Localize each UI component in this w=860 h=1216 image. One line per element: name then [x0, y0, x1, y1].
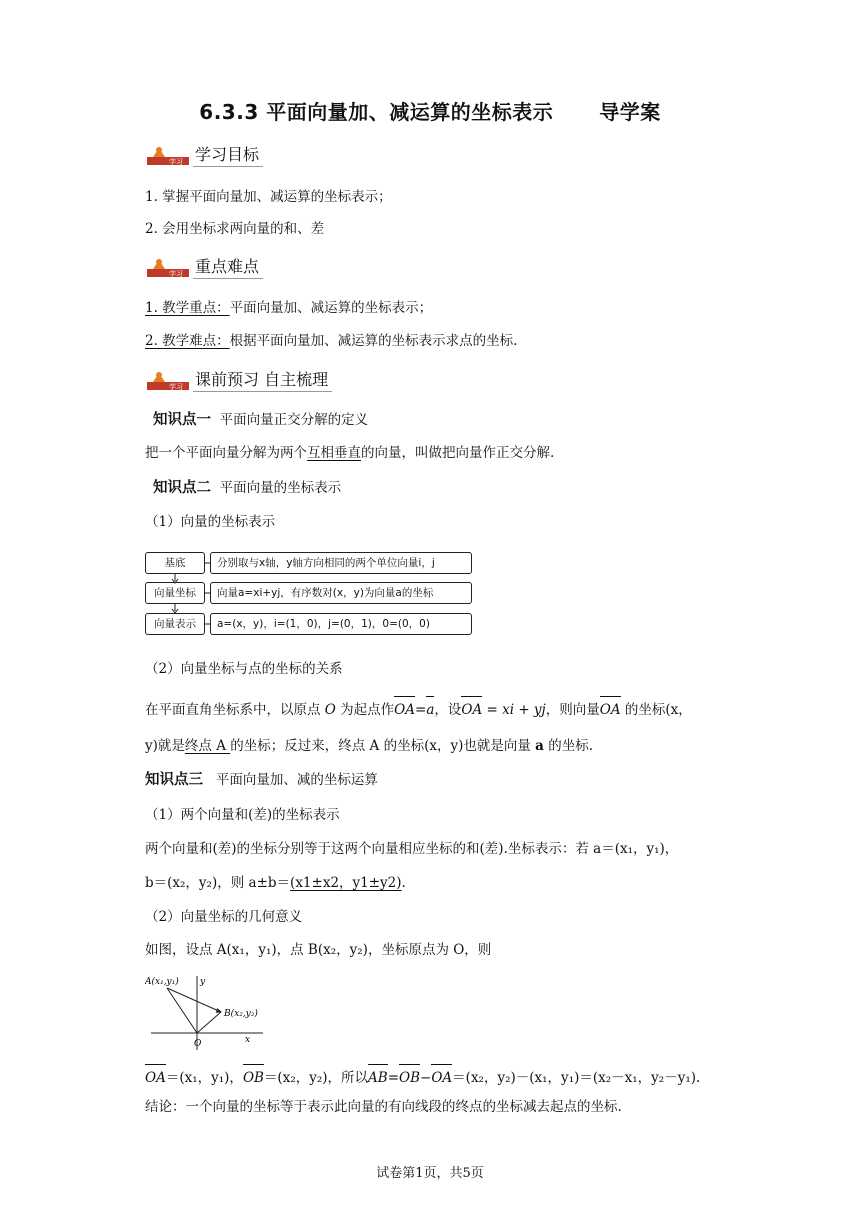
- figure-B-label: B(x₂,y₂): [224, 1009, 258, 1019]
- k1-subtitle: 平面向量正交分解的定义: [219, 412, 369, 428]
- rel-text: y)就是: [145, 738, 185, 754]
- k2-subtitle: 平面向量的坐标表示: [219, 480, 342, 496]
- k2-sub1: （1）向量的坐标表示: [145, 514, 276, 530]
- section-badge-icon: [145, 370, 191, 392]
- rel-line-1: [145, 695, 692, 722]
- section-badge-icon: [145, 257, 191, 279]
- k3-title: 知识点三: [145, 772, 203, 788]
- vec-OB: OB: [399, 1063, 420, 1090]
- k1-title: 知识点一: [153, 412, 211, 428]
- page-footer: 试卷第1页，共5页: [376, 1166, 484, 1181]
- vec-OA: OA: [461, 695, 482, 722]
- key-point-text: 平面向量加、减运算的坐标表示；: [229, 300, 433, 316]
- rel-text: 的坐标.: [548, 738, 593, 754]
- vector-figure: [145, 970, 265, 1052]
- rel-line-2: [145, 736, 593, 756]
- rel-text: ，则向量: [545, 702, 600, 718]
- k3-underline: (x1±x2，y1±y2): [290, 875, 402, 891]
- rel-text: 的坐标；反过来，终点 A 的坐标(x，y)也就是向量: [230, 738, 531, 754]
- flow-text-basis: 分别取与x轴，y轴方向相同的两个单位向量i，j: [210, 552, 472, 574]
- vec-OB: OB: [243, 1063, 264, 1090]
- key-point-label: 1. 教学重点：: [145, 300, 230, 316]
- rel-text: 为起点作: [340, 702, 395, 718]
- k3-text: b＝(x₂，y₂)，则 a±b＝: [145, 875, 291, 891]
- title-suffix: 导学案: [599, 100, 661, 124]
- hard-point-text: 根据平面向量加、减运算的坐标表示求点的坐标.: [229, 333, 518, 349]
- k3-line-1: 两个向量和(差)的坐标分别等于这两个向量相应坐标的和(差).坐标表示：若 a＝(x₁，y₁)，: [145, 841, 679, 857]
- svg-text:学习: 学习: [169, 383, 183, 391]
- vec-OA: OA: [145, 1063, 166, 1090]
- k2-title: 知识点二: [153, 480, 211, 496]
- basis-flow-diagram: [145, 549, 475, 641]
- k3-sub2: （2）向量坐标的几何意义: [145, 909, 303, 925]
- k1-text: [145, 443, 554, 463]
- k1-text-b: 的向量，叫做把向量作正交分解.: [361, 445, 555, 461]
- vec-AB: AB: [368, 1063, 388, 1090]
- goal-item-2: 2. 会用坐标求两向量的和、差: [145, 221, 325, 237]
- rel-O: O: [324, 702, 336, 718]
- k1-text-underline: 互相垂直: [307, 445, 361, 461]
- k2-sub2: （2）向量坐标与点的坐标的关系: [145, 661, 343, 677]
- rel-eq2: = xi + yj: [486, 702, 546, 718]
- k3-sub1: （1）两个向量和(差)的坐标表示: [145, 807, 340, 823]
- k3-line-2: [145, 873, 406, 893]
- section-preview: [145, 366, 332, 392]
- vec-OA: OA: [394, 695, 415, 722]
- k3-conclusion: 结论：一个向量的坐标等于表示此向量的有向线段的终点的坐标减去起点的坐标.: [145, 1099, 622, 1115]
- k3-line-4: [145, 1063, 700, 1090]
- figure-x-label: x: [245, 1035, 251, 1045]
- flow-label-basis: 基底: [145, 552, 205, 574]
- svg-text:学习: 学习: [169, 270, 183, 278]
- flow-text-coord: 向量a=xi+yj，有序数对(x，y)为向量a的坐标: [210, 582, 472, 604]
- figure-y-label: y: [200, 977, 206, 987]
- hard-point-label: 2. 教学难点：: [145, 333, 230, 349]
- k3-heading: [145, 770, 378, 790]
- k1-heading: [153, 410, 368, 430]
- flow-label-coord: 向量坐标: [145, 582, 205, 604]
- flow-arrows: [145, 549, 475, 641]
- k3-text: ＝(x₂，y₂)，所以: [263, 1070, 369, 1086]
- k3-text: ＝(x₂，y₂)－(x₁，y₁)＝(x₂－x₁，y₂－y₁).: [452, 1070, 701, 1086]
- rel-text: 在平面直角坐标系中，以原点: [145, 702, 321, 718]
- section-keypoints: [145, 253, 263, 279]
- key-point-line: [145, 298, 432, 318]
- rel-eq: =: [415, 702, 427, 718]
- rel-text: 的坐标(x，: [624, 702, 692, 718]
- title-main: 6.3.3 平面向量加、减运算的坐标表示: [199, 100, 554, 124]
- page-title: [0, 96, 860, 125]
- k3-minus: −: [420, 1070, 432, 1086]
- k3-text: ＝(x₁，y₁)，: [165, 1070, 243, 1086]
- flow-text-repr: a=(x，y)，i=(1，0)，j=(0，1)，0=(0，0): [210, 613, 472, 635]
- k3-eq: =: [387, 1070, 400, 1086]
- section-badge-icon: [145, 145, 191, 167]
- vec-OA: OA: [600, 695, 621, 722]
- svg-text:学习: 学习: [169, 158, 183, 166]
- k3-subtitle: 平面向量加、减的坐标运算: [215, 772, 378, 788]
- goal-item-1: 1. 掌握平面向量加、减运算的坐标表示；: [145, 189, 392, 205]
- rel-text: ，设: [434, 702, 462, 718]
- section-keypoints-label: 重点难点: [193, 257, 263, 279]
- hard-point-line: [145, 331, 517, 351]
- section-goals: [145, 141, 263, 167]
- k1-text-a: 把一个平面向量分解为两个: [145, 445, 307, 461]
- rel-a: a: [535, 738, 544, 754]
- section-preview-label: 课前预习 自主梳理: [193, 370, 332, 392]
- vec-a: a: [426, 695, 434, 722]
- k3-text: .: [401, 875, 406, 891]
- rel-underline: 终点 A: [184, 738, 231, 754]
- flow-label-repr: 向量表示: [145, 613, 205, 635]
- section-goals-label: 学习目标: [193, 145, 263, 167]
- figure-O-label: O: [194, 1039, 202, 1049]
- k3-line-3: 如图，设点 A(x₁，y₁)，点 B(x₂，y₂)，坐标原点为 O，则: [145, 942, 492, 958]
- k2-heading: [153, 478, 341, 498]
- figure-A-label: A(x₁,y₁): [145, 977, 179, 987]
- vec-OA: OA: [431, 1063, 452, 1090]
